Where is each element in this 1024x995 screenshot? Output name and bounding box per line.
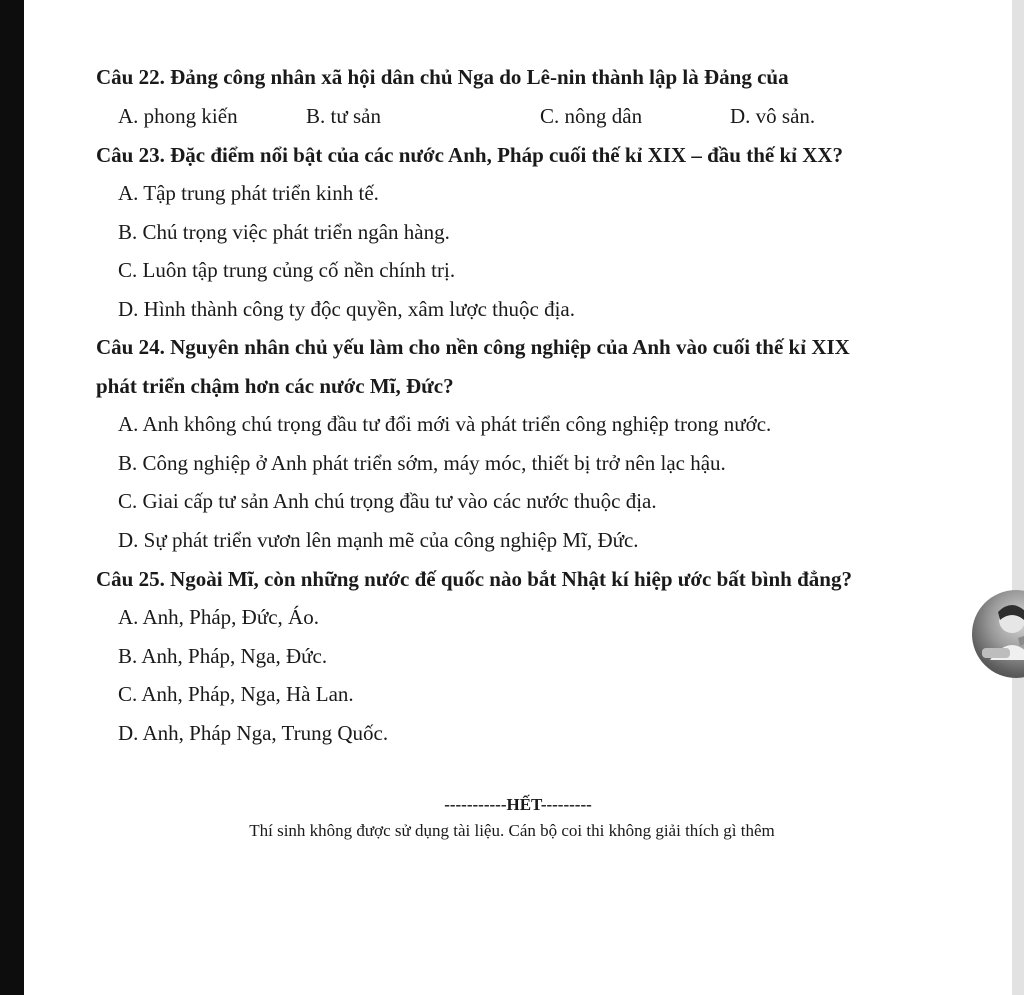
footer-note: Thí sinh không được sử dụng tài liệu. Cán bộ coi thi không giải thích gì thêm: [249, 821, 775, 840]
question-23-option-d: D. Hình thành công ty độc quyền, xâm lược thuộc địa.: [118, 297, 575, 321]
end-of-exam-mark: -----------HẾT---------: [444, 795, 592, 814]
question-25-option-b: B. Anh, Pháp, Nga, Đức.: [118, 644, 328, 668]
question-23-option-b: B. Chú trọng việc phát triển ngân hàng.: [118, 220, 450, 244]
question-24-option-b: B. Công nghiệp ở Anh phát triển sớm, máy móc, thiết bị trở nên lạc hậu.: [118, 451, 726, 475]
question-23-option-a: A. Tập trung phát triển kinh tế.: [118, 181, 379, 205]
right-page-edge: [1012, 0, 1024, 995]
question-24-option-d: D. Sự phát triển vươn lên mạnh mẽ của công nghiệp Mĩ, Đức.: [118, 528, 639, 552]
question-22-option-c: C. nông dân: [540, 104, 643, 128]
question-24-option-a: A. Anh không chú trọng đầu tư đổi mới và phát triển công nghiệp trong nước.: [118, 412, 772, 436]
question-22-option-d: D. vô sản.: [730, 104, 816, 128]
question-22-option-b: B. tư sản: [306, 104, 381, 128]
question-23-option-c: C. Luôn tập trung củng cố nền chính trị.: [118, 258, 456, 282]
question-24-title-line-1: Câu 24. Nguyên nhân chủ yếu làm cho nền công nghiệp của Anh vào cuối thế kỉ XIX: [96, 335, 850, 359]
left-dark-border: [0, 0, 24, 995]
question-25-option-a: A. Anh, Pháp, Đức, Áo.: [118, 605, 319, 629]
question-22-title: Câu 22. Đảng công nhân xã hội dân chủ Nga do Lê-nin thành lập là Đảng của: [96, 65, 789, 89]
question-25-title: Câu 25. Ngoài Mĩ, còn những nước đế quốc nào bắt Nhật kí hiệp ước bất bình đẳng?: [96, 567, 852, 591]
question-25-option-d: D. Anh, Pháp Nga, Trung Quốc.: [118, 721, 389, 745]
question-24-option-c: C. Giai cấp tư sản Anh chú trọng đầu tư vào các nước thuộc địa.: [118, 489, 657, 513]
question-24-title-line-2: phát triển chậm hơn các nước Mĩ, Đức?: [96, 374, 454, 398]
question-22-option-a: A. phong kiến: [118, 104, 238, 128]
question-23-title: Câu 23. Đặc điểm nổi bật của các nước Anh, Pháp cuối thế kỉ XIX – đầu thế kỉ XX?: [96, 143, 844, 167]
question-25-option-c: C. Anh, Pháp, Nga, Hà Lan.: [118, 682, 354, 706]
